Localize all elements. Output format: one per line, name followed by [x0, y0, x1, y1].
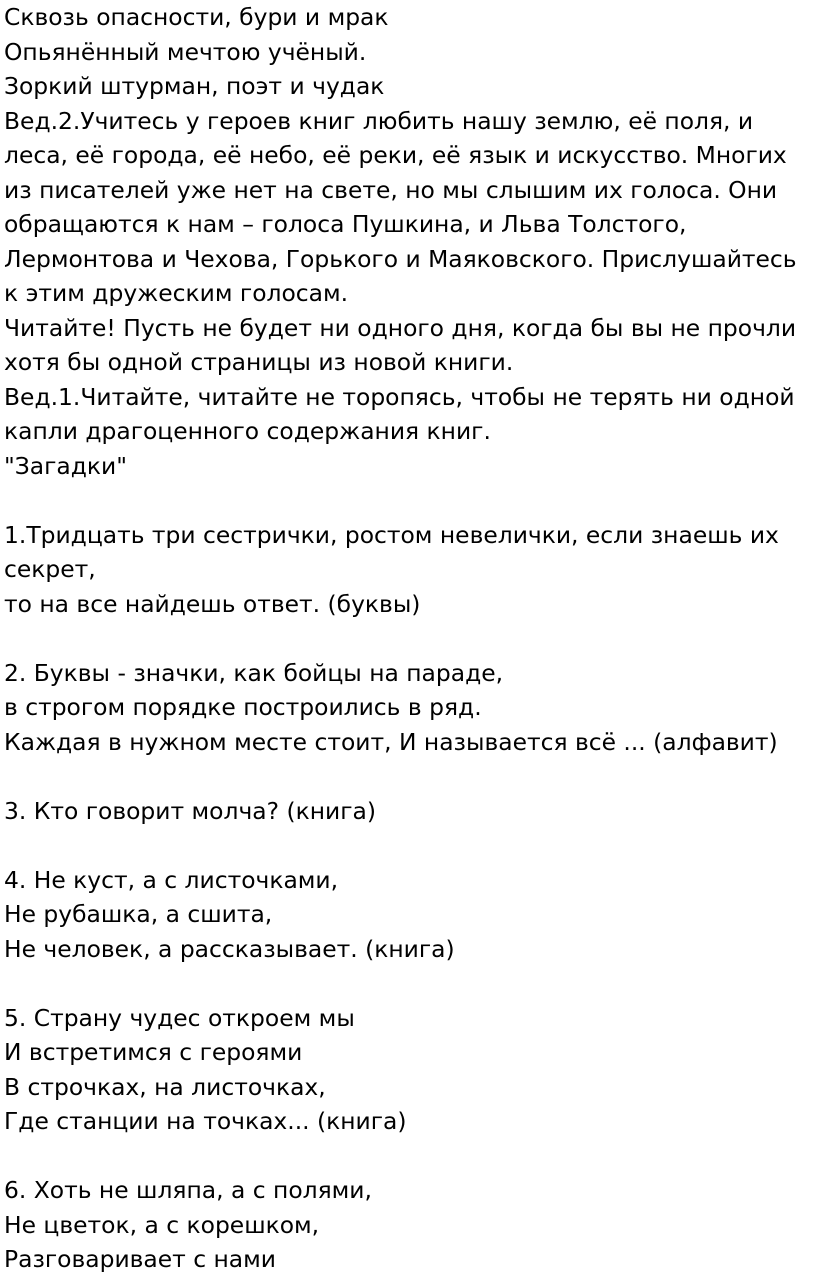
riddle-1: [4, 518, 816, 622]
text-line: Сквозь опасности, бури и мрак: [4, 3, 389, 31]
intro-section: [4, 0, 816, 483]
text-line: из писателей уже нет на свете, но мы слышим их голоса. Они: [4, 175, 778, 204]
blank-line: [4, 621, 816, 656]
riddle-line: Не человек, а рассказывает. (книга): [4, 934, 455, 963]
text-line: Опьянённый мечтою учёный.: [4, 37, 367, 66]
text-line: к этим дружеским голосам.: [4, 279, 349, 307]
blank-line: [4, 1139, 816, 1174]
riddle-line: 1.Тридцать три сестрички, ростом невелички, если знаешь их: [4, 520, 779, 549]
blank-line: [4, 759, 816, 794]
blank-line: [4, 483, 816, 518]
section-heading: "Загадки": [4, 451, 127, 480]
riddle-line: 4. Не куст, а с листочками,: [4, 865, 339, 894]
text-line: Зоркий штурман, поэт и чудак: [4, 72, 385, 100]
riddle-line: в строгом порядке построились в ряд.: [4, 693, 482, 721]
riddle-line: Не цветок, а с корешком,: [4, 1210, 320, 1239]
text-line: Вед.1.Читайте, читайте не торопясь, чтобы не терять ни одной: [4, 382, 795, 411]
text-line: обращаются к нам – голоса Пушкина, и Льва Толстого,: [4, 210, 687, 238]
riddle-line: Разговаривает с нами: [4, 1245, 276, 1273]
text-line: Лермонтова и Чехова, Горького и Маяковского. Прислушайтесь: [4, 244, 797, 273]
blank-line: [4, 966, 816, 1001]
text-line: капли драгоценного содержания книг.: [4, 417, 491, 445]
riddle-line: В строчках, на листочках,: [4, 1072, 326, 1101]
riddle-line: Каждая в нужном месте стоит, И называется всё ... (алфавит): [4, 727, 778, 756]
riddle-line: 2. Буквы - значки, как бойцы на параде,: [4, 658, 504, 687]
riddle-line: И встретимся с героями: [4, 1038, 303, 1066]
riddle-5: [4, 1001, 816, 1139]
riddle-line: Где станции на точках... (книга): [4, 1107, 407, 1135]
riddle-line: 5. Страну чудес откроем мы: [4, 1003, 355, 1032]
text-line: Читайте! Пусть не будет ни одного дня, когда бы вы не прочли: [4, 313, 797, 342]
riddle-6: [4, 1173, 816, 1277]
riddle-line: 6. Хоть не шляпа, а с полями,: [4, 1176, 372, 1204]
riddle-line: Не рубашка, а сшита,: [4, 900, 273, 928]
blank-line: [4, 828, 816, 863]
riddle-line: 3. Кто говорит молча? (книга): [4, 796, 376, 825]
text-line: Вед.2.Учитесь у героев книг любить нашу землю, её поля, и: [4, 106, 754, 135]
text-line: хотя бы одной страницы из новой книги.: [4, 348, 514, 376]
text-line: леса, её города, её небо, её реки, её язык и искусство. Многих: [4, 141, 787, 169]
riddle-line: секрет,: [4, 555, 96, 583]
riddle-line: то на все найдешь ответ. (буквы): [4, 589, 421, 618]
riddle-3: [4, 794, 816, 829]
riddle-4: [4, 863, 816, 967]
riddle-2: [4, 656, 816, 760]
